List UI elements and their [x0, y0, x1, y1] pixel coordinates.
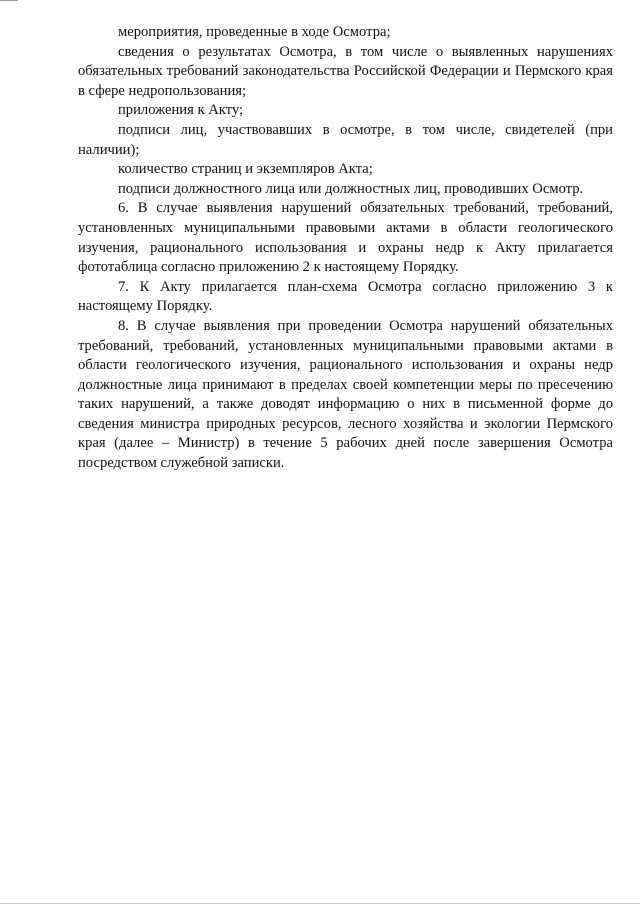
clause-6: 6. В случае выявления нарушений обязательных требований, требований, установленных муниципальными правовыми актами в области геологического изучения, рационального использования и охраны недр к Акту прилагается фототаблица согласно приложению 2 к настоящему Порядку.: [78, 200, 613, 276]
clause-7: 7. К Акту прилагается план-схема Осмотра согласно приложению 3 к настоящему Порядку.: [78, 278, 613, 315]
paragraph-participant-signatures: подписи лиц, участвовавших в осмотре, в том числе, свидетелей (при наличии);: [78, 121, 613, 158]
document-body: [78, 23, 613, 474]
paragraph-official-signatures: подписи должностного лица или должностных лиц, проводивших Осмотр.: [118, 180, 584, 197]
clause-8: 8. В случае выявления при проведении Осмотра нарушений обязательных требований, требований, установленных муниципальными правовыми актами в области геологического изучения, рационального использования и охраны недр должностные лица принимают в пределах своей компетенции меры по пресечению таких нарушений, а также доводят информацию о них в письменной форме до сведения министра природных ресурсов, лесного хозяйства и экологии Пермского края (далее – Министр) в течение 5 рабочих дней после завершения Осмотра посредством служебной записки.: [78, 317, 613, 472]
scan-corner-mark: [0, 0, 18, 1]
paragraph-act-attachments: приложения к Акту;: [118, 102, 244, 119]
paragraph-page-count: количество страниц и экземпляров Акта;: [118, 161, 373, 178]
paragraph-activities: мероприятия, проведенные в ходе Осмотра;: [118, 24, 391, 40]
scan-bottom-edge: [0, 903, 640, 904]
paragraph-inspection-results: сведения о результатах Осмотра, в том числе о выявленных нарушениях обязательных требований законодательства Российской Федерации и Пермского края в сфере недропользования;: [78, 43, 613, 99]
